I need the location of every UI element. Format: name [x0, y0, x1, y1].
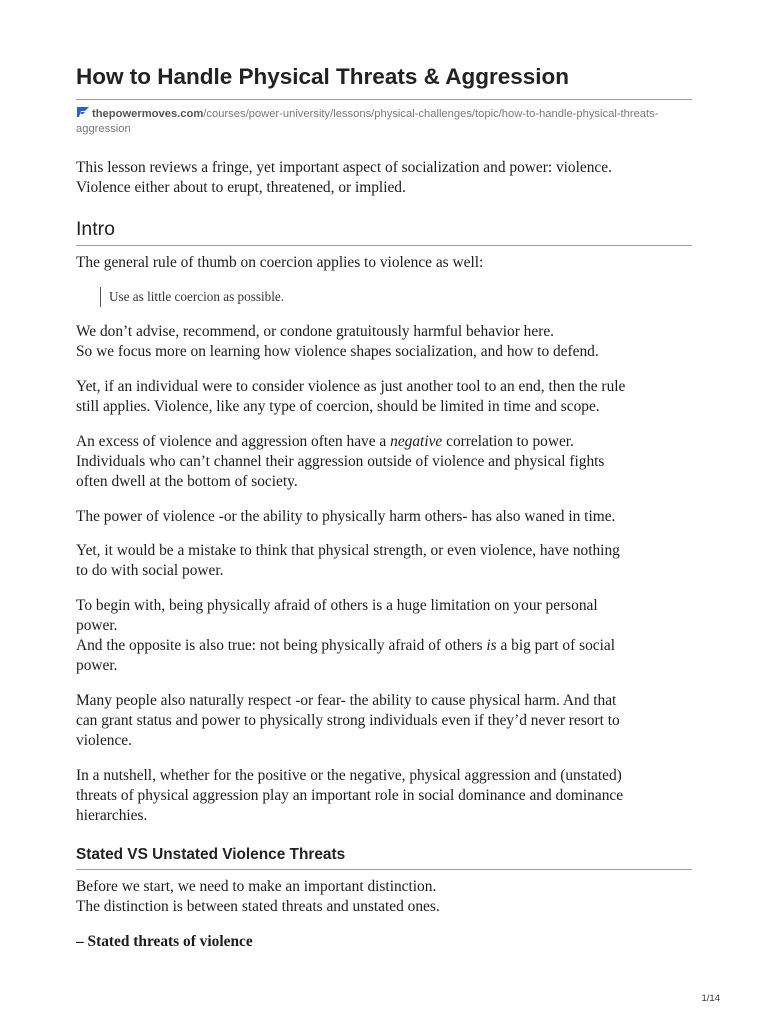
- emphasis: negative: [390, 433, 443, 450]
- text-line: To begin with, being physically afraid of others is a huge limitation on your personal: [76, 597, 598, 614]
- source-path-2[interactable]: aggression: [76, 123, 131, 135]
- paragraph: [76, 541, 692, 581]
- text-line: can grant status and power to physically strong individuals even if they’d never resort to: [76, 712, 620, 729]
- section-divider: [76, 869, 692, 870]
- text-run: correlation to power.: [442, 433, 574, 450]
- text-line: The distinction is between stated threats and unstated ones.: [76, 898, 440, 915]
- text-run: An excess of violence and aggression often have a: [76, 433, 391, 450]
- emphasis: is: [486, 637, 497, 654]
- text-line: This lesson reviews a fringe, yet important aspect of socialization and power: violence.: [76, 159, 612, 176]
- text-line: We don’t advise, recommend, or condone gratuitously harmful behavior here.: [76, 323, 555, 340]
- text-line: Before we start, we need to make an important distinction.: [76, 878, 437, 895]
- text-line: Violence either about to erupt, threatened, or implied.: [76, 179, 406, 196]
- paragraph: [76, 322, 692, 362]
- paragraph: [76, 691, 692, 751]
- section-heading-intro: Intro: [76, 218, 116, 240]
- text-run: And the opposite is also true: not being physically afraid of others: [76, 637, 487, 654]
- paragraph: [76, 596, 692, 676]
- text-line: So we focus more on learning how violence shapes socialization, and how to defend.: [76, 343, 599, 360]
- text-line: In a nutshell, whether for the positive or the negative, physical aggression and (unstated): [76, 767, 622, 784]
- powermoves-logo-icon: [76, 106, 90, 118]
- section-divider: [76, 245, 692, 246]
- paragraph-rule-lead: [76, 253, 692, 273]
- lesson-intro-paragraph: [76, 158, 692, 198]
- text-line: to do with social power.: [76, 562, 224, 579]
- section-heading-threats: Stated VS Unstated Violence Threats: [76, 846, 346, 863]
- text-line: hierarchies.: [76, 807, 148, 824]
- blockquote: Use as little coercion as possible.: [100, 287, 284, 307]
- text-line: Yet, it would be a mistake to think that physical strength, or even violence, have nothing: [76, 542, 620, 559]
- text-line: Many people also naturally respect -or fear- the ability to cause physical harm. And that: [76, 692, 617, 709]
- paragraph: [76, 877, 692, 917]
- page-title: How to Handle Physical Threats & Aggression: [76, 64, 570, 89]
- text-line: Yet, if an individual were to consider violence as just another tool to an end, then the rule: [76, 378, 626, 395]
- source-domain[interactable]: thepowermoves.com: [92, 108, 204, 120]
- text-line: still applies. Violence, like any type of coercion, should be limited in time and scope.: [76, 398, 600, 415]
- paragraph: [76, 432, 692, 492]
- paragraph: [76, 507, 692, 527]
- source-path-1[interactable]: /courses/power-university/lessons/physical-challenges/topic/how-to-handle-physical-threats-: [203, 108, 659, 120]
- title-divider: [76, 99, 692, 100]
- text-run: a big part of social: [496, 637, 615, 654]
- paragraph: [76, 377, 692, 417]
- text-line: [76, 432, 692, 452]
- text-line: The general rule of thumb on coercion applies to violence as well:: [76, 254, 484, 271]
- text-line: power.: [76, 657, 118, 674]
- text-line: Individuals who can’t channel their aggression outside of violence and physical fights: [76, 453, 605, 470]
- text-line: The power of violence -or the ability to physically harm others- has also waned in time.: [76, 508, 616, 525]
- text-line: [76, 636, 692, 656]
- subheading-stated-threats: – Stated threats of violence: [76, 933, 253, 950]
- source-url[interactable]: [76, 106, 692, 137]
- text-line: violence.: [76, 732, 132, 749]
- text-line: threats of physical aggression play an important role in social dominance and dominance: [76, 787, 624, 804]
- text-line: power.: [76, 617, 118, 634]
- page-number: 1/14: [701, 993, 720, 1004]
- text-line: often dwell at the bottom of society.: [76, 473, 298, 490]
- paragraph: [76, 766, 692, 826]
